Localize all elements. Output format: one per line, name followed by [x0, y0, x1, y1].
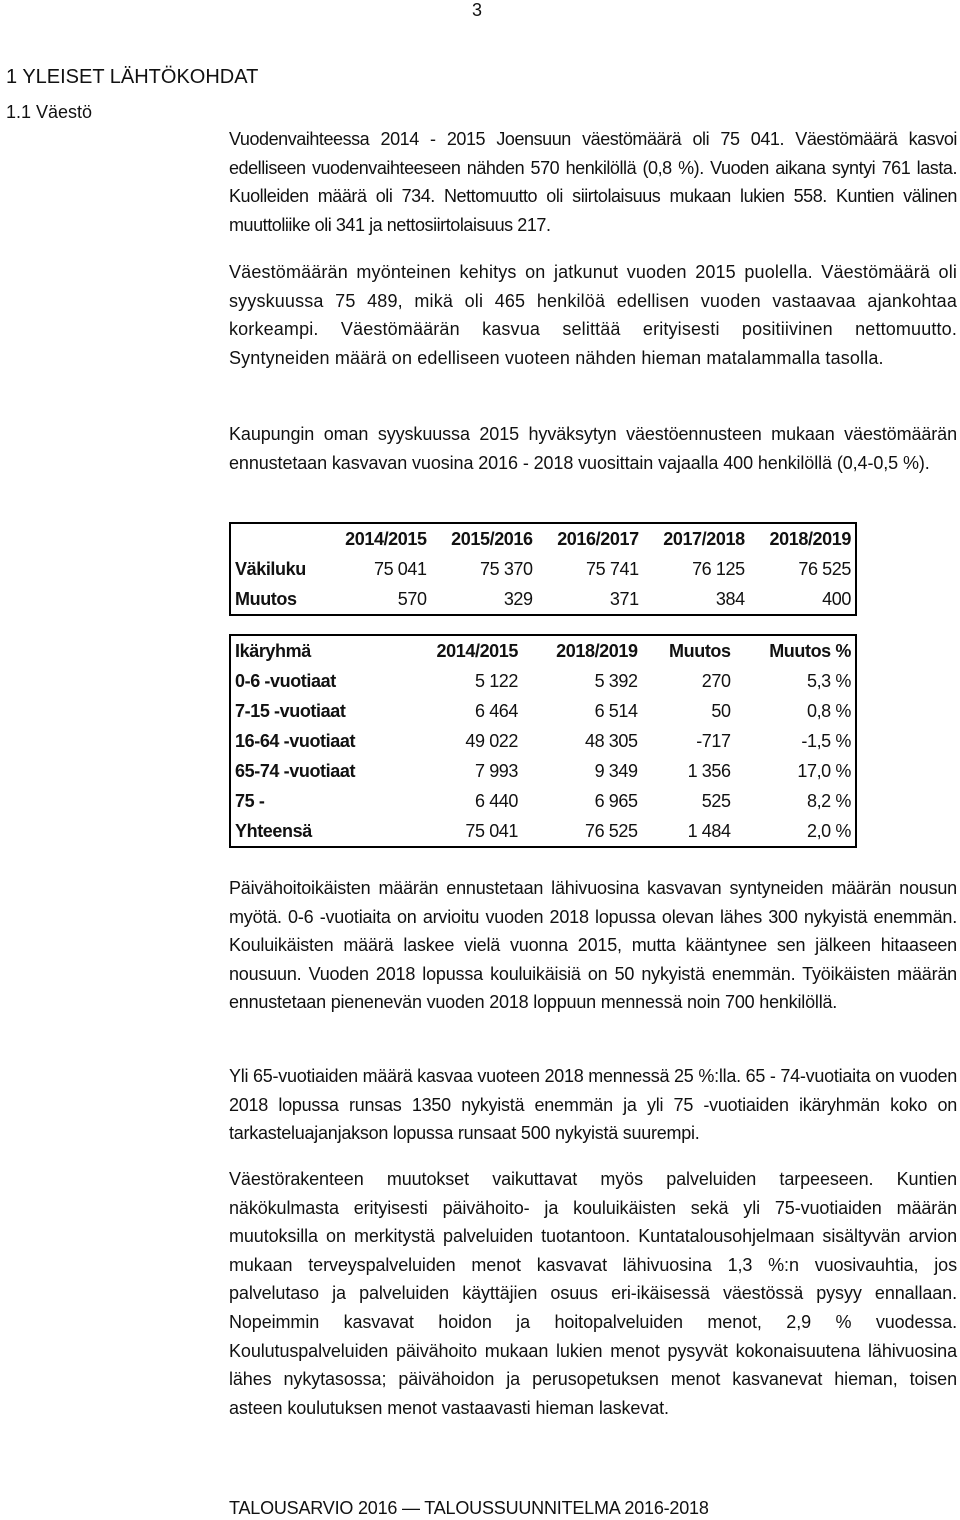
table-header-row	[230, 635, 856, 666]
table-cell: 76 525	[798, 558, 851, 579]
table-header-cell: Muutos %	[769, 640, 851, 661]
table-cell: 6 965	[594, 790, 638, 811]
table-cell: 525	[701, 790, 731, 811]
row-label: Yhteensä	[235, 820, 312, 841]
row-label: 7-15 -vuotiaat	[235, 700, 346, 721]
table-cell: 1 356	[687, 760, 731, 781]
page-footer: TALOUSARVIO 2016 — TALOUSSUUNNITELMA 2016-2018	[229, 1498, 709, 1518]
paragraph-service-needs: Väestörakenteen muutokset vaikuttavat myös palveluiden tarpeeseen. Kuntien näkökulmasta erityisesti päivähoito- ja kouluikäisten sekä yli 75-vuotiaiden määrän muutoksilla on merkitystä palveluiden tuotantoon. Kuntatalousohjelmaan sisältyvän arvion mukaan terveyspalveluiden menot kasvavat lähivuosina 1,3 %:n vuosivauhtia, jos palvelutaso ja palveluiden käyttäjien osuus eri-ikäisessä väestössä pysyy ennallaan. Nopeimmin kasvavat hoidon ja hoitopalveluiden menot, 2,9 % vuodessa. Koulutuspalveluiden päivähoito mukaan lukien menot pysyvät kokonaisuutena lähivuosina lähes nykytasossa; päivähoidon ja perusopetuksen menot kasvanevat hieman, toisen asteen koulutuksen menot vastaavasti hieman laskevat.	[229, 1169, 957, 1418]
table-cell: 6 514	[594, 700, 638, 721]
table-row	[230, 726, 856, 756]
row-label: 75 -	[235, 790, 265, 811]
table-cell: 9 349	[594, 760, 638, 781]
table-row	[230, 756, 856, 786]
table-cell: 1 484	[687, 820, 731, 841]
table-header-cell: 2015/2016	[451, 528, 533, 549]
paragraph-daycare-forecast: Päivähoitoikäisten määrän ennustetaan lähivuosina kasvavan syntyneiden määrän nousun myötä. 0-6 -vuotiaita on arvioitu vuoden 2018 lopussa olevan lähes 300 nykyistä enemmän. Kouluikäisten määrä laskee vielä vuonna 2015, mutta kääntynee sen jälkeen hitaaseen nousuun. Vuoden 2018 lopussa kouluikäisiä on 50 nykyistä enemmän. Työikäisten määrän ennustetaan pienenevän vuoden 2018 loppuun mennessä noin 700 henkilöllä.	[229, 878, 957, 1013]
table-cell: 17,0 %	[797, 760, 851, 781]
table-cell: 76 525	[584, 820, 638, 841]
row-label: Väkiluku	[235, 558, 306, 579]
row-label: 65-74 -vuotiaat	[235, 760, 356, 781]
table-cell: 270	[701, 670, 731, 691]
table-header-cell: 2014/2015	[436, 640, 519, 661]
table-header-cell: Muutos	[669, 640, 731, 661]
row-label: Muutos	[235, 588, 297, 609]
table-row	[230, 554, 856, 584]
section-heading: 1 YLEISET LÄHTÖKOHDAT	[6, 66, 259, 88]
table-cell: 329	[503, 588, 533, 609]
table-row	[230, 696, 856, 726]
table-cell: 49 022	[465, 730, 519, 751]
table-cell: 6 464	[474, 700, 519, 721]
table-header-cell: 2018/2019	[556, 640, 638, 661]
table-cell: 570	[397, 588, 427, 609]
row-label: 0-6 -vuotiaat	[235, 670, 336, 691]
table-header-cell: 2014/2015	[345, 528, 427, 549]
table-cell: 75 041	[465, 820, 519, 841]
table-header-cell: 2017/2018	[663, 528, 745, 549]
table-cell: 384	[715, 588, 745, 609]
table-cell: 75 370	[480, 558, 533, 579]
population-forecast-table	[229, 522, 857, 616]
table-cell: 5 122	[474, 670, 519, 691]
table-cell: 76 125	[692, 558, 745, 579]
table-row	[230, 786, 856, 816]
table-row	[230, 584, 856, 615]
table-header-row	[230, 523, 856, 554]
paragraph-population-2015: Väestömäärän myönteinen kehitys on jatkunut vuoden 2015 puolella. Väestömäärä oli syyskuussa 75 489, mikä oli 465 henkilöä edellisen vuoden vastaavaa ajankohtaa korkeampi. Väestömäärän kasvua selittää erityisesti positiivinen nettomuutto. Syntyneiden määrä on edelliseen vuoteen nähden hieman matalammalla tasolla.	[229, 262, 957, 368]
paragraph-population-2014: Vuodenvaihteessa 2014 - 2015 Joensuun väestömäärä oli 75 041. Väestömäärä kasvoi edelliseen vuodenvaihteeseen nähden 570 henkilöllä (0,8 %). Vuoden aikana syntyi 761 lasta. Kuolleiden määrä oli 734. Nettomuutto oli siirtolaisuus mukaan lukien 558. Kuntien välinen muuttoliike oli 341 ja nettosiirtolaisuus 217.	[229, 129, 957, 235]
table-header-cell	[230, 523, 325, 554]
table-cell: 400	[822, 588, 851, 609]
table-cell: 0,8 %	[806, 700, 851, 721]
table-row	[230, 666, 856, 696]
table-cell: 371	[609, 588, 639, 609]
table-cell: 75 741	[586, 558, 639, 579]
paragraph-elderly-forecast: Yli 65-vuotiaiden määrä kasvaa vuoteen 2018 mennessä 25 %:lla. 65 - 74-vuotiaita on vuoden 2018 lopussa runsas 1350 nykyistä enemmän ja yli 75 -vuotiaiden ikäryhmän koko on tarkasteluajanjakson lopussa runsaat 500 nykyistä suurempi.	[229, 1066, 957, 1144]
table-cell: -717	[696, 730, 731, 751]
subsection-heading: 1.1 Väestö	[6, 102, 93, 122]
table-header-cell: Ikäryhmä	[235, 640, 311, 661]
age-group-table	[229, 634, 857, 848]
table-cell: 2,0 %	[806, 820, 851, 841]
table-cell: 6 440	[474, 790, 519, 811]
table-header-cell: 2016/2017	[557, 528, 639, 549]
table-cell: 7 993	[474, 760, 519, 781]
table-cell: 75 041	[373, 558, 427, 579]
table-cell: -1,5 %	[801, 730, 851, 751]
row-label: 16-64 -vuotiaat	[235, 730, 356, 751]
table-cell: 48 305	[584, 730, 638, 751]
table-header-cell: 2018/2019	[769, 528, 851, 549]
table-cell: 5,3 %	[806, 670, 851, 691]
table-cell: 8,2 %	[806, 790, 851, 811]
table-cell: 50	[711, 700, 731, 721]
page-number: 3	[472, 0, 483, 20]
paragraph-forecast: Kaupungin oman syyskuussa 2015 hyväksytyn väestöennusteen mukaan väestömäärän ennustetaan kasvavan vuosina 2016 - 2018 vuosittain vajaalla 400 henkilöllä (0,4-0,5 %).	[229, 424, 957, 473]
table-cell: 5 392	[594, 670, 638, 691]
table-row	[230, 816, 856, 847]
